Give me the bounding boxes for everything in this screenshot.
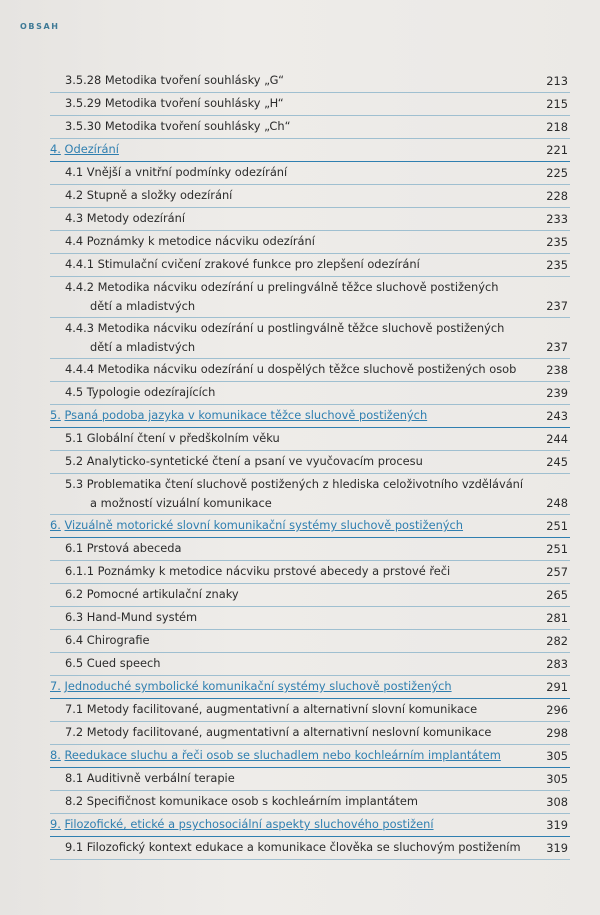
toc-entry-number: 4.1 xyxy=(65,165,84,179)
toc-page-number: 239 xyxy=(546,386,568,400)
toc-entry-title: Odezírání xyxy=(64,142,119,156)
toc-page-number: 213 xyxy=(546,74,568,88)
toc-chapter-row xyxy=(50,814,570,837)
toc-entry-title: Jednoduché symbolické komunikační systémy sluchově postižených xyxy=(64,679,452,693)
toc-entry-number: 6. xyxy=(50,518,61,532)
toc-row xyxy=(50,318,570,359)
toc-chapter-row xyxy=(50,405,570,428)
toc-entry-number: 5.3 xyxy=(65,477,84,491)
toc-entry-title: Problematika čtení sluchově postižených z hlediska celoživotního vzdělávání xyxy=(86,477,524,491)
toc-entry-title: Metodika nácviku odezírání u postlingválně těžce sluchově postižených xyxy=(97,321,505,335)
toc-entry-title: Filozofický kontext edukace a komunikace člověka se sluchovým postižením xyxy=(86,840,521,854)
toc-entry-title-continuation: dětí a mladistvých xyxy=(90,340,196,354)
toc-entry-title: Reedukace sluchu a řeči osob se sluchadlem nebo kochleárním implantátem xyxy=(64,748,501,762)
toc-chapter-row xyxy=(50,139,570,162)
toc-row xyxy=(50,185,570,208)
page-header: OBSAH xyxy=(20,22,60,31)
toc-entry-title: Analyticko-syntetické čtení a psaní ve vyučovacím procesu xyxy=(86,454,423,468)
toc-entry-number: 7.1 xyxy=(65,702,84,716)
toc-entry-title: Metodika tvoření souhlásky „Ch“ xyxy=(104,119,291,133)
toc-entry-number: 4.4.4 xyxy=(65,362,94,376)
toc-entry-number: 9. xyxy=(50,817,61,831)
toc-page-number: 298 xyxy=(546,726,568,740)
toc-page-number: 265 xyxy=(546,588,568,602)
toc-row xyxy=(50,428,570,451)
toc-page-number: 218 xyxy=(546,120,568,134)
toc-entry-number: 4.3 xyxy=(65,211,84,225)
toc-page-number: 291 xyxy=(546,680,568,694)
toc-page-number: 319 xyxy=(546,841,568,855)
toc-page-number: 251 xyxy=(546,519,568,533)
toc-entry-title: Metodika tvoření souhlásky „H“ xyxy=(104,96,284,110)
toc-entry-title: Specifičnost komunikace osob s kochleárním implantátem xyxy=(86,794,418,808)
toc-page-number: 237 xyxy=(546,299,568,313)
toc-row xyxy=(50,699,570,722)
toc-entry-title: Cued speech xyxy=(86,656,161,670)
toc-row xyxy=(50,70,570,93)
toc-row xyxy=(50,837,570,860)
toc-page-number: 244 xyxy=(546,432,568,446)
toc-page-number: 308 xyxy=(546,795,568,809)
toc-entry-title: Stimulační cvičení zrakové funkce pro zlepšení odezírání xyxy=(97,257,420,271)
toc-entry-title: Filozofické, etické a psychosociální aspekty sluchového postižení xyxy=(64,817,434,831)
toc-entry-number: 7.2 xyxy=(65,725,84,739)
toc-entry-title: Poznámky k metodice nácviku prstové abecedy a prstové řeči xyxy=(97,564,451,578)
toc-page-number: 282 xyxy=(546,634,568,648)
toc-entry-title: Typologie odezírajících xyxy=(86,385,216,399)
toc-row xyxy=(50,254,570,277)
toc-entry-number: 3.5.28 xyxy=(65,73,102,87)
toc-row xyxy=(50,584,570,607)
toc-entry-title: Pomocné artikulační znaky xyxy=(86,587,239,601)
toc-entry-number: 6.1.1 xyxy=(65,564,94,578)
toc-row xyxy=(50,208,570,231)
toc-entry-number: 4.5 xyxy=(65,385,84,399)
toc-page-number: 225 xyxy=(546,166,568,180)
toc-row xyxy=(50,277,570,318)
toc-entry-number: 8. xyxy=(50,748,61,762)
toc-row xyxy=(50,382,570,405)
toc-entry-number: 5. xyxy=(50,408,61,422)
toc-page-number: 248 xyxy=(546,496,568,510)
toc-row xyxy=(50,561,570,584)
toc-page-number: 238 xyxy=(546,363,568,377)
toc-entry-title: Poznámky k metodice nácviku odezírání xyxy=(86,234,315,248)
toc-row xyxy=(50,722,570,745)
toc-entry-number: 6.2 xyxy=(65,587,84,601)
toc-row xyxy=(50,538,570,561)
toc-row xyxy=(50,451,570,474)
toc-page-number: 243 xyxy=(546,409,568,423)
toc-entry-title: Metody facilitované, augmentativní a alternativní neslovní komunikace xyxy=(86,725,492,739)
toc-entry-title: Metodika nácviku odezírání u prelingválně těžce sluchově postižených xyxy=(97,280,499,294)
toc-entry-number: 6.1 xyxy=(65,541,84,555)
toc-entry-number: 6.5 xyxy=(65,656,84,670)
toc-page-number: 319 xyxy=(546,818,568,832)
toc-entry-title: Vnější a vnitřní podmínky odezírání xyxy=(86,165,288,179)
toc-row xyxy=(50,116,570,139)
toc-entry-title: Vizuálně motorické slovní komunikační systémy sluchově postižených xyxy=(64,518,464,532)
toc-entry-number: 4. xyxy=(50,142,61,156)
toc-entry-title: Auditivně verbální terapie xyxy=(86,771,235,785)
toc-entry-title: Metodika tvoření souhlásky „G“ xyxy=(104,73,285,87)
toc-entry-title: Stupně a složky odezírání xyxy=(86,188,233,202)
toc-entry-number: 4.4.2 xyxy=(65,280,94,294)
toc-page-number: 215 xyxy=(546,97,568,111)
toc-page-number: 296 xyxy=(546,703,568,717)
toc-row xyxy=(50,231,570,254)
toc-row xyxy=(50,768,570,791)
toc-page-number: 233 xyxy=(546,212,568,226)
toc-entry-title: Metody facilitované, augmentativní a alternativní slovní komunikace xyxy=(86,702,478,716)
toc-entry-number: 7. xyxy=(50,679,61,693)
toc-entry-title: Metodika nácviku odezírání u dospělých těžce sluchově postižených osob xyxy=(97,362,517,376)
toc-chapter-row xyxy=(50,676,570,699)
toc-entry-title: Psaná podoba jazyka v komunikace těžce sluchově postižených xyxy=(64,408,428,422)
toc-page-number: 305 xyxy=(546,772,568,786)
toc-row xyxy=(50,607,570,630)
toc-page-number: 235 xyxy=(546,235,568,249)
toc-page-number: 237 xyxy=(546,340,568,354)
toc-entry-number: 9.1 xyxy=(65,840,84,854)
toc-entry-number: 4.2 xyxy=(65,188,84,202)
toc-entry-number: 4.4 xyxy=(65,234,84,248)
toc-chapter-row xyxy=(50,745,570,768)
toc-row xyxy=(50,474,570,515)
toc-entry-number: 4.4.3 xyxy=(65,321,94,335)
toc-page-number: 235 xyxy=(546,258,568,272)
toc-chapter-row xyxy=(50,515,570,538)
toc-entry-number: 3.5.30 xyxy=(65,119,102,133)
toc-row xyxy=(50,653,570,676)
toc-page-number: 251 xyxy=(546,542,568,556)
toc-page-number: 283 xyxy=(546,657,568,671)
toc-entry-number: 6.3 xyxy=(65,610,84,624)
toc-entry-title-continuation: a možností vizuální komunikace xyxy=(90,496,272,510)
table-of-contents xyxy=(50,70,570,860)
toc-row xyxy=(50,93,570,116)
toc-page-number: 305 xyxy=(546,749,568,763)
toc-page-number: 228 xyxy=(546,189,568,203)
toc-entry-title: Prstová abeceda xyxy=(86,541,182,555)
toc-entry-number: 4.4.1 xyxy=(65,257,94,271)
toc-entry-title-continuation: dětí a mladistvých xyxy=(90,299,196,313)
toc-entry-number: 8.1 xyxy=(65,771,84,785)
toc-entry-title: Hand-Mund systém xyxy=(86,610,198,624)
toc-entry-title: Metody odezírání xyxy=(86,211,186,225)
toc-row xyxy=(50,791,570,814)
toc-row xyxy=(50,630,570,653)
toc-page-number: 221 xyxy=(546,143,568,157)
toc-entry-number: 6.4 xyxy=(65,633,84,647)
toc-entry-number: 5.2 xyxy=(65,454,84,468)
toc-page-number: 257 xyxy=(546,565,568,579)
toc-entry-title: Chirografie xyxy=(86,633,150,647)
toc-entry-number: 8.2 xyxy=(65,794,84,808)
toc-page-number: 281 xyxy=(546,611,568,625)
toc-row xyxy=(50,359,570,382)
toc-entry-title: Globální čtení v předškolním věku xyxy=(86,431,280,445)
toc-row xyxy=(50,162,570,185)
toc-entry-number: 5.1 xyxy=(65,431,84,445)
toc-entry-number: 3.5.29 xyxy=(65,96,102,110)
toc-page-number: 245 xyxy=(546,455,568,469)
